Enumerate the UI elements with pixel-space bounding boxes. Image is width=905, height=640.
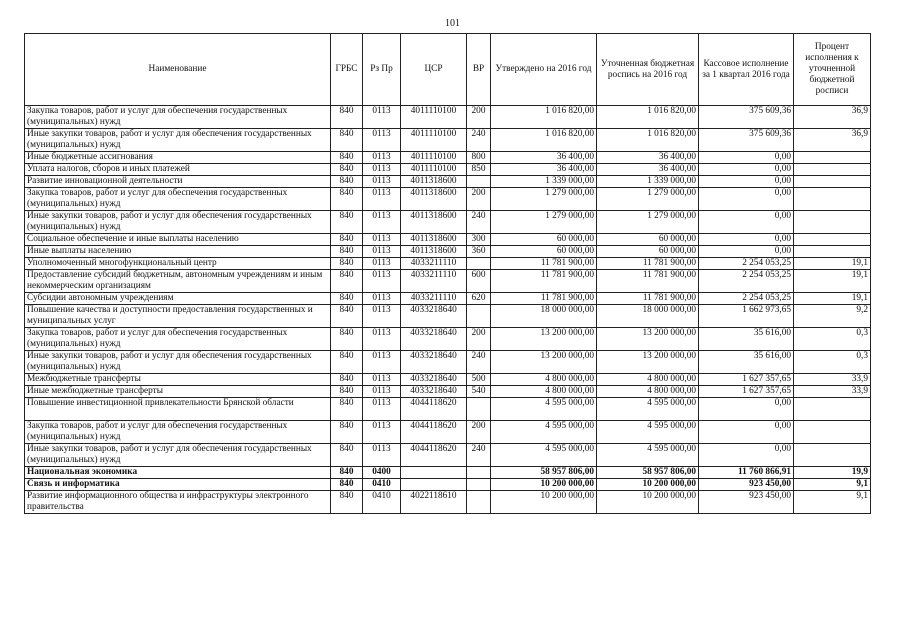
cell-csr: 4011110100 bbox=[401, 164, 467, 176]
cell-csr: 4011110100 bbox=[401, 129, 467, 152]
cell-refined: 18 000 000,00 bbox=[597, 305, 699, 328]
cell-refined: 36 400,00 bbox=[597, 164, 699, 176]
table-row bbox=[25, 188, 871, 211]
cell-cash: 0,00 bbox=[699, 211, 794, 234]
cell-cash: 0,00 bbox=[699, 234, 794, 246]
cell-name: Иные выплаты населению bbox=[25, 246, 331, 258]
cell-rzpr: 0410 bbox=[363, 479, 401, 491]
table-row bbox=[25, 479, 871, 491]
header-cash: Кассовое исполнение за 1 квартал 2016 года bbox=[699, 34, 794, 106]
cell-refined: 4 595 000,00 bbox=[597, 444, 699, 467]
cell-cash: 0,00 bbox=[699, 164, 794, 176]
cell-vr: 620 bbox=[467, 293, 491, 305]
cell-rzpr: 0113 bbox=[363, 421, 401, 444]
cell-grbs: 840 bbox=[331, 305, 363, 328]
cell-name: Иные бюджетные ассигнования bbox=[25, 152, 331, 164]
table-row bbox=[25, 246, 871, 258]
cell-cash: 1 627 357,65 bbox=[699, 374, 794, 386]
cell-name: Развитие информационного общества и инфраструктуры электронного правительства bbox=[25, 491, 331, 514]
cell-approved: 36 400,00 bbox=[491, 164, 597, 176]
cell-refined: 11 781 900,00 bbox=[597, 293, 699, 305]
cell-percent bbox=[794, 152, 871, 164]
cell-refined: 11 781 900,00 bbox=[597, 270, 699, 293]
cell-vr: 800 bbox=[467, 152, 491, 164]
cell-approved: 10 200 000,00 bbox=[491, 479, 597, 491]
cell-vr: 240 bbox=[467, 444, 491, 467]
cell-approved: 60 000,00 bbox=[491, 246, 597, 258]
header-csr: ЦСР bbox=[401, 34, 467, 106]
cell-rzpr: 0113 bbox=[363, 293, 401, 305]
cell-name: Субсидии автономным учреждениям bbox=[25, 293, 331, 305]
cell-rzpr: 0113 bbox=[363, 106, 401, 129]
cell-grbs: 840 bbox=[331, 164, 363, 176]
cell-refined: 13 200 000,00 bbox=[597, 351, 699, 374]
cell-vr bbox=[467, 491, 491, 514]
cell-cash: 35 616,00 bbox=[699, 328, 794, 351]
cell-vr bbox=[467, 258, 491, 270]
cell-vr: 200 bbox=[467, 188, 491, 211]
cell-refined: 4 800 000,00 bbox=[597, 374, 699, 386]
cell-name: Иные закупки товаров, работ и услуг для обеспечения государственных (муниципальных) нужд bbox=[25, 129, 331, 152]
table-row bbox=[25, 211, 871, 234]
cell-refined: 11 781 900,00 bbox=[597, 258, 699, 270]
cell-refined: 13 200 000,00 bbox=[597, 328, 699, 351]
header-approved: Утверждено на 2016 год bbox=[491, 34, 597, 106]
cell-percent: 9,1 bbox=[794, 479, 871, 491]
cell-approved: 18 000 000,00 bbox=[491, 305, 597, 328]
cell-csr: 4011318600 bbox=[401, 176, 467, 188]
cell-name: Иные закупки товаров, работ и услуг для обеспечения государственных (муниципальных) нужд bbox=[25, 444, 331, 467]
cell-percent: 9,2 bbox=[794, 305, 871, 328]
cell-percent: 36,9 bbox=[794, 129, 871, 152]
cell-csr: 4033211110 bbox=[401, 270, 467, 293]
cell-grbs: 840 bbox=[331, 234, 363, 246]
cell-approved: 4 800 000,00 bbox=[491, 374, 597, 386]
cell-percent bbox=[794, 211, 871, 234]
cell-rzpr: 0113 bbox=[363, 246, 401, 258]
cell-percent: 0,3 bbox=[794, 351, 871, 374]
cell-name: Предоставление субсидий бюджетным, автономным учреждениям и иным некоммерческим организациям bbox=[25, 270, 331, 293]
cell-csr: 4033218640 bbox=[401, 305, 467, 328]
cell-refined: 36 400,00 bbox=[597, 152, 699, 164]
header-rzpr: Рз Пр bbox=[363, 34, 401, 106]
table-row bbox=[25, 421, 871, 444]
cell-grbs: 840 bbox=[331, 293, 363, 305]
cell-name: Закупка товаров, работ и услуг для обеспечения государственных (муниципальных) нужд bbox=[25, 188, 331, 211]
table-header-row bbox=[25, 34, 871, 106]
table-row bbox=[25, 328, 871, 351]
cell-refined: 4 595 000,00 bbox=[597, 421, 699, 444]
cell-refined: 60 000,00 bbox=[597, 234, 699, 246]
table-row bbox=[25, 164, 871, 176]
cell-csr: 4033211110 bbox=[401, 258, 467, 270]
cell-percent bbox=[794, 234, 871, 246]
cell-vr: 600 bbox=[467, 270, 491, 293]
cell-name: Развитие инновационной деятельности bbox=[25, 176, 331, 188]
cell-csr: 4011318600 bbox=[401, 211, 467, 234]
cell-grbs: 840 bbox=[331, 211, 363, 234]
cell-refined: 1 016 820,00 bbox=[597, 106, 699, 129]
table-row bbox=[25, 176, 871, 188]
table-row bbox=[25, 351, 871, 374]
cell-cash: 0,00 bbox=[699, 444, 794, 467]
cell-vr bbox=[467, 176, 491, 188]
cell-approved: 1 279 000,00 bbox=[491, 188, 597, 211]
cell-grbs: 840 bbox=[331, 351, 363, 374]
cell-percent: 19,1 bbox=[794, 293, 871, 305]
table-body bbox=[25, 106, 871, 514]
cell-csr: 4033211110 bbox=[401, 293, 467, 305]
cell-percent: 19,1 bbox=[794, 270, 871, 293]
cell-rzpr: 0113 bbox=[363, 129, 401, 152]
cell-grbs: 840 bbox=[331, 374, 363, 386]
cell-vr bbox=[467, 467, 491, 479]
cell-percent bbox=[794, 444, 871, 467]
cell-grbs: 840 bbox=[331, 491, 363, 514]
cell-refined: 58 957 806,00 bbox=[597, 467, 699, 479]
cell-percent: 9,1 bbox=[794, 491, 871, 514]
budget-table bbox=[24, 33, 871, 514]
cell-cash: 1 662 973,65 bbox=[699, 305, 794, 328]
cell-refined: 4 800 000,00 bbox=[597, 386, 699, 398]
cell-name: Иные закупки товаров, работ и услуг для обеспечения государственных (муниципальных) нужд bbox=[25, 211, 331, 234]
cell-refined: 1 279 000,00 bbox=[597, 211, 699, 234]
cell-refined: 1 016 820,00 bbox=[597, 129, 699, 152]
cell-approved: 60 000,00 bbox=[491, 234, 597, 246]
cell-csr bbox=[401, 467, 467, 479]
cell-percent: 19,1 bbox=[794, 258, 871, 270]
cell-cash: 0,00 bbox=[699, 188, 794, 211]
cell-rzpr: 0400 bbox=[363, 467, 401, 479]
cell-name: Уплата налогов, сборов и иных платежей bbox=[25, 164, 331, 176]
cell-grbs: 840 bbox=[331, 129, 363, 152]
cell-vr: 540 bbox=[467, 386, 491, 398]
cell-vr bbox=[467, 305, 491, 328]
cell-name: Иные межбюджетные трансферты bbox=[25, 386, 331, 398]
cell-vr bbox=[467, 479, 491, 491]
cell-cash: 923 450,00 bbox=[699, 491, 794, 514]
cell-vr: 240 bbox=[467, 129, 491, 152]
table-row bbox=[25, 258, 871, 270]
cell-cash: 35 616,00 bbox=[699, 351, 794, 374]
cell-grbs: 840 bbox=[331, 246, 363, 258]
cell-csr: 4044118620 bbox=[401, 421, 467, 444]
table-row bbox=[25, 234, 871, 246]
cell-grbs: 840 bbox=[331, 328, 363, 351]
cell-grbs: 840 bbox=[331, 444, 363, 467]
cell-grbs: 840 bbox=[331, 479, 363, 491]
cell-rzpr: 0113 bbox=[363, 351, 401, 374]
cell-rzpr: 0113 bbox=[363, 398, 401, 421]
cell-rzpr: 0113 bbox=[363, 305, 401, 328]
cell-cash: 923 450,00 bbox=[699, 479, 794, 491]
cell-refined: 1 279 000,00 bbox=[597, 188, 699, 211]
cell-percent bbox=[794, 188, 871, 211]
cell-grbs: 840 bbox=[331, 258, 363, 270]
cell-rzpr: 0113 bbox=[363, 188, 401, 211]
cell-rzpr: 0113 bbox=[363, 258, 401, 270]
cell-refined: 60 000,00 bbox=[597, 246, 699, 258]
cell-refined: 10 200 000,00 bbox=[597, 491, 699, 514]
cell-vr: 500 bbox=[467, 374, 491, 386]
cell-percent: 0,3 bbox=[794, 328, 871, 351]
table-row bbox=[25, 305, 871, 328]
cell-percent: 33,9 bbox=[794, 374, 871, 386]
cell-percent: 19,9 bbox=[794, 467, 871, 479]
table-row bbox=[25, 270, 871, 293]
header-name: Наименование bbox=[25, 34, 331, 106]
cell-approved: 36 400,00 bbox=[491, 152, 597, 164]
cell-name: Закупка товаров, работ и услуг для обеспечения государственных (муниципальных) нужд bbox=[25, 328, 331, 351]
cell-grbs: 840 bbox=[331, 270, 363, 293]
cell-percent: 36,9 bbox=[794, 106, 871, 129]
cell-vr: 200 bbox=[467, 328, 491, 351]
cell-csr: 4033218640 bbox=[401, 386, 467, 398]
cell-vr: 240 bbox=[467, 211, 491, 234]
cell-vr: 200 bbox=[467, 421, 491, 444]
header-vr: ВР bbox=[467, 34, 491, 106]
cell-approved: 13 200 000,00 bbox=[491, 328, 597, 351]
cell-grbs: 840 bbox=[331, 421, 363, 444]
table-row bbox=[25, 106, 871, 129]
cell-cash: 0,00 bbox=[699, 421, 794, 444]
cell-grbs: 840 bbox=[331, 467, 363, 479]
table-row bbox=[25, 467, 871, 479]
cell-csr: 4011110100 bbox=[401, 106, 467, 129]
cell-cash: 0,00 bbox=[699, 152, 794, 164]
cell-name: Закупка товаров, работ и услуг для обеспечения государственных (муниципальных) нужд bbox=[25, 421, 331, 444]
cell-approved: 4 595 000,00 bbox=[491, 421, 597, 444]
cell-cash: 1 627 357,65 bbox=[699, 386, 794, 398]
cell-name: Иные закупки товаров, работ и услуг для обеспечения государственных (муниципальных) нужд bbox=[25, 351, 331, 374]
cell-grbs: 840 bbox=[331, 386, 363, 398]
cell-csr: 4044118620 bbox=[401, 444, 467, 467]
cell-cash: 0,00 bbox=[699, 176, 794, 188]
cell-refined: 1 339 000,00 bbox=[597, 176, 699, 188]
cell-approved: 58 957 806,00 bbox=[491, 467, 597, 479]
cell-percent bbox=[794, 164, 871, 176]
cell-percent bbox=[794, 246, 871, 258]
cell-vr: 240 bbox=[467, 351, 491, 374]
cell-refined: 4 595 000,00 bbox=[597, 398, 699, 421]
cell-vr: 200 bbox=[467, 106, 491, 129]
cell-rzpr: 0113 bbox=[363, 328, 401, 351]
cell-name: Социальное обеспечение и иные выплаты населению bbox=[25, 234, 331, 246]
cell-refined: 10 200 000,00 bbox=[597, 479, 699, 491]
cell-approved: 1 279 000,00 bbox=[491, 211, 597, 234]
cell-percent bbox=[794, 176, 871, 188]
cell-rzpr: 0113 bbox=[363, 444, 401, 467]
table-row bbox=[25, 398, 871, 421]
cell-csr: 4033218640 bbox=[401, 374, 467, 386]
cell-cash: 2 254 053,25 bbox=[699, 293, 794, 305]
cell-percent bbox=[794, 398, 871, 421]
table-row bbox=[25, 386, 871, 398]
table-row bbox=[25, 491, 871, 514]
header-refined: Уточненная бюджетная роспись на 2016 год bbox=[597, 34, 699, 106]
page-number: 101 bbox=[445, 18, 460, 29]
cell-grbs: 840 bbox=[331, 188, 363, 211]
cell-vr: 360 bbox=[467, 246, 491, 258]
cell-rzpr: 0410 bbox=[363, 491, 401, 514]
cell-rzpr: 0113 bbox=[363, 374, 401, 386]
cell-csr: 4011110100 bbox=[401, 152, 467, 164]
table-row bbox=[25, 152, 871, 164]
cell-approved: 11 781 900,00 bbox=[491, 270, 597, 293]
cell-percent: 33,9 bbox=[794, 386, 871, 398]
cell-csr: 4011318600 bbox=[401, 188, 467, 211]
cell-grbs: 840 bbox=[331, 398, 363, 421]
cell-cash: 0,00 bbox=[699, 246, 794, 258]
cell-csr: 4022118610 bbox=[401, 491, 467, 514]
cell-approved: 10 200 000,00 bbox=[491, 491, 597, 514]
cell-rzpr: 0113 bbox=[363, 164, 401, 176]
cell-csr: 4033218640 bbox=[401, 351, 467, 374]
cell-rzpr: 0113 bbox=[363, 211, 401, 234]
table-row bbox=[25, 374, 871, 386]
table-row bbox=[25, 293, 871, 305]
cell-csr: 4011318600 bbox=[401, 234, 467, 246]
cell-cash: 11 760 866,91 bbox=[699, 467, 794, 479]
cell-csr: 4033218640 bbox=[401, 328, 467, 351]
cell-rzpr: 0113 bbox=[363, 176, 401, 188]
cell-name: Связь и информатика bbox=[25, 479, 331, 491]
cell-vr: 300 bbox=[467, 234, 491, 246]
cell-approved: 11 781 900,00 bbox=[491, 293, 597, 305]
cell-vr bbox=[467, 398, 491, 421]
table-row bbox=[25, 129, 871, 152]
cell-approved: 1 339 000,00 bbox=[491, 176, 597, 188]
cell-cash: 2 254 053,25 bbox=[699, 258, 794, 270]
cell-approved: 13 200 000,00 bbox=[491, 351, 597, 374]
cell-csr bbox=[401, 479, 467, 491]
cell-rzpr: 0113 bbox=[363, 152, 401, 164]
cell-approved: 4 595 000,00 bbox=[491, 398, 597, 421]
cell-name: Повышение качества и доступности предоставления государственных и муниципальных услуг bbox=[25, 305, 331, 328]
cell-grbs: 840 bbox=[331, 152, 363, 164]
cell-approved: 1 016 820,00 bbox=[491, 106, 597, 129]
header-percent: Процент исполнения к уточненной бюджетной росписи bbox=[794, 34, 871, 106]
cell-grbs: 840 bbox=[331, 176, 363, 188]
cell-approved: 1 016 820,00 bbox=[491, 129, 597, 152]
cell-vr: 850 bbox=[467, 164, 491, 176]
cell-rzpr: 0113 bbox=[363, 234, 401, 246]
cell-percent bbox=[794, 421, 871, 444]
table-row bbox=[25, 444, 871, 467]
cell-cash: 375 609,36 bbox=[699, 106, 794, 129]
cell-grbs: 840 bbox=[331, 106, 363, 129]
header-grbs: ГРБС bbox=[331, 34, 363, 106]
cell-csr: 4011318600 bbox=[401, 246, 467, 258]
cell-csr: 4044118620 bbox=[401, 398, 467, 421]
cell-name: Национальная экономика bbox=[25, 467, 331, 479]
cell-rzpr: 0113 bbox=[363, 270, 401, 293]
cell-rzpr: 0113 bbox=[363, 386, 401, 398]
cell-approved: 4 595 000,00 bbox=[491, 444, 597, 467]
cell-approved: 4 800 000,00 bbox=[491, 386, 597, 398]
cell-approved: 11 781 900,00 bbox=[491, 258, 597, 270]
cell-cash: 0,00 bbox=[699, 398, 794, 421]
cell-cash: 375 609,36 bbox=[699, 129, 794, 152]
cell-name: Уполномоченный многофункциональный центр bbox=[25, 258, 331, 270]
cell-cash: 2 254 053,25 bbox=[699, 270, 794, 293]
cell-name: Повышение инвестиционной привлекательности Брянской области bbox=[25, 398, 331, 421]
cell-name: Закупка товаров, работ и услуг для обеспечения государственных (муниципальных) нужд bbox=[25, 106, 331, 129]
cell-name: Межбюджетные трансферты bbox=[25, 374, 331, 386]
